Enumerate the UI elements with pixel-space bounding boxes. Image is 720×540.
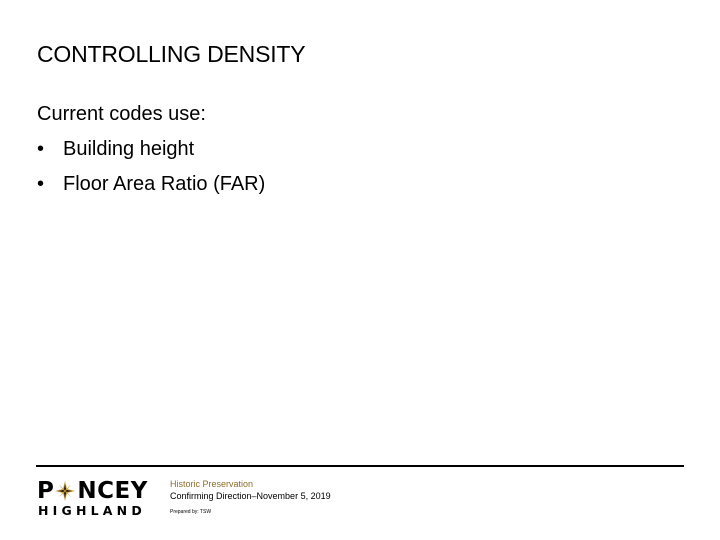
footer-info bbox=[170, 478, 331, 515]
section-label: Historic Preservation bbox=[170, 479, 254, 489]
bullet-text: Building height bbox=[63, 138, 195, 160]
subtitle-text: Confirming Direction bbox=[170, 491, 252, 501]
logo-top-line bbox=[37, 479, 148, 503]
bullet-text: Floor Area Ratio (FAR) bbox=[63, 173, 266, 195]
bullet-glyph: • bbox=[37, 138, 45, 160]
slide-body bbox=[37, 97, 265, 202]
date-text: November 5, 2019 bbox=[256, 491, 331, 501]
logo-letter-p: P bbox=[37, 478, 55, 504]
bullet-glyph: • bbox=[37, 173, 45, 195]
footer-divider bbox=[36, 465, 684, 467]
subtitle-separator: – bbox=[251, 491, 257, 501]
compass-star-icon bbox=[55, 481, 75, 501]
intro-text: Current codes use: bbox=[37, 103, 206, 125]
ponce-highland-logo bbox=[37, 479, 162, 519]
logo-bottom-line: HIGHLAND bbox=[38, 503, 146, 518]
bullet-item bbox=[37, 132, 265, 167]
bullet-item bbox=[37, 167, 265, 202]
logo-letters-ncey: NCEY bbox=[77, 478, 148, 504]
prepared-by: Prepared by: TSW bbox=[170, 509, 212, 515]
subtitle-line bbox=[170, 490, 331, 502]
slide-title: CONTROLLING DENSITY bbox=[37, 41, 306, 67]
